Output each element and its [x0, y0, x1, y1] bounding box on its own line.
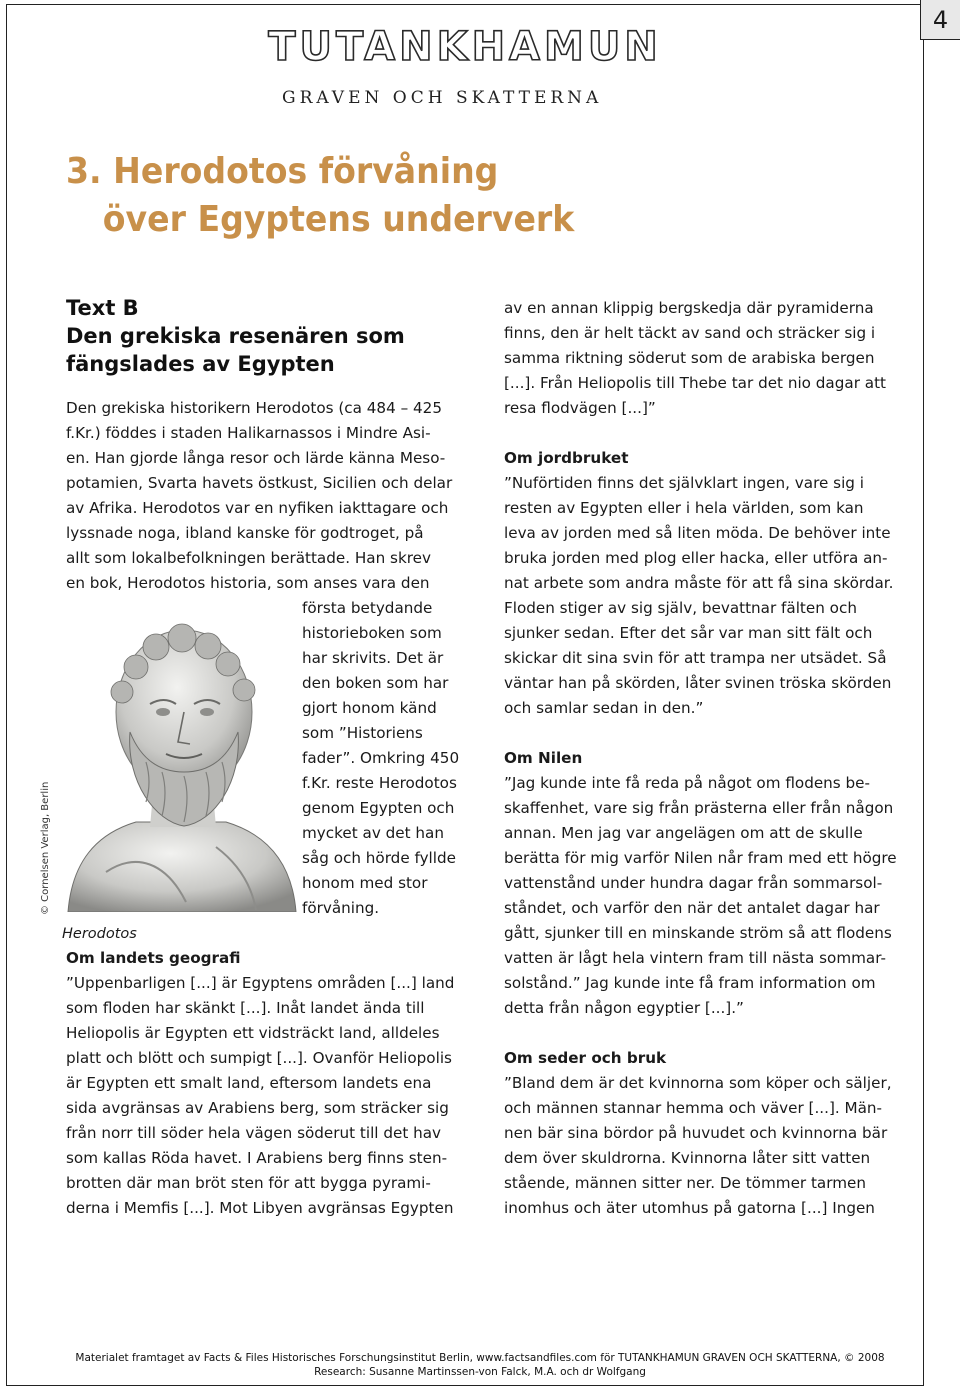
body-line: solstånd.” Jag kunde inte få fram information om: [504, 974, 876, 992]
body-line: väntar han på skörden, låter svinen tröska skörden: [504, 674, 892, 692]
body-line: ”Nuförtiden finns det självklart ingen, vare sig i: [504, 474, 864, 492]
body-line: nen bär sina bördor på huvudet och kvinnorna bär: [504, 1124, 888, 1142]
tutankhamun-logo: [250, 20, 680, 72]
body-line: annan. Men jag var angelägen om att de skulle: [504, 824, 863, 842]
wrap-line: fader”. Omkring 450: [302, 749, 460, 767]
body-line: Floden stiger av sig själv, bevattnar fälten och: [504, 599, 857, 617]
body-line: vatten är lågt hela vintern fram till nästa sommar-: [504, 949, 886, 967]
body-line: dem över skuldrorna. Kvinnorna låter sitt vatten: [504, 1149, 871, 1167]
body-line: som kallas Röda havet. I Arabiens berg finns sten-: [66, 1149, 448, 1167]
text-label-line3: fängslades av Egypten: [66, 352, 335, 376]
body-line: från norr till söder hela vägen söderut till det hav: [66, 1124, 442, 1142]
intro-line: f.Kr.) föddes i staden Halikarnassos i Mindre Asi-: [66, 424, 431, 442]
intro-line: av Afrika. Herodotos var en nyfiken iakttagare och: [66, 499, 449, 517]
right-column: [504, 296, 897, 1221]
intro-line: lyssnade noga, ibland kanske för godtroget, på: [66, 524, 424, 542]
body-line: och samlar sedan in den.”: [504, 699, 704, 717]
intro-line: Den grekiska historikern Herodotos (ca 484 – 425: [66, 399, 442, 417]
herodotos-bust-image: [66, 612, 298, 912]
body-line: sjunker sedan. Efter det sår var man sitt fält och: [504, 624, 873, 642]
body-line: skickar dit sina svin för att trampa ner utsädet. Så: [504, 649, 887, 667]
wrap-line: mycket av det han: [302, 824, 444, 842]
body-line: detta från någon egyptier [...].”: [504, 999, 744, 1017]
wrap-line: har skrivits. Det är: [302, 649, 444, 667]
logo-text: TUTANKHAMUN: [268, 24, 662, 70]
body-line: finns, den är helt täckt av sand och sträcker sig i: [504, 324, 876, 342]
wrap-line: den boken som har: [302, 674, 449, 692]
section-heading-jordbruket: Om jordbruket: [504, 449, 629, 467]
body-line: ”Jag kunde inte få reda på något om flodens be-: [504, 774, 871, 792]
body-line: derna i Memfis [...]. Mot Libyen avgränsas Egypten: [66, 1199, 454, 1217]
intro-line: potamien, Svarta havets östkust, Sicilien och delar: [66, 474, 453, 492]
body-line: ståndet, och varför den när det antalet dagar har: [504, 899, 880, 917]
body-line: ”Bland dem är det kvinnorna som köper och säljer,: [504, 1074, 892, 1092]
wrap-line: gjort honom känd: [302, 699, 437, 717]
body-line: nat arbete som andra måste för att få sina skördar.: [504, 574, 894, 592]
section-heading-seder: Om seder och bruk: [504, 1049, 667, 1067]
section-heading-nilen: Om Nilen: [504, 749, 583, 767]
section-geografi: [66, 946, 454, 1221]
body-line: resa flodvägen [...]”: [504, 399, 656, 417]
text-label-line1: Text B: [66, 296, 139, 320]
body-line: leva av jorden med så liten möda. De behöver inte: [504, 524, 891, 542]
logo-subtitle: GRAVEN OCH SKATTERNA: [282, 88, 603, 108]
wrap-line: förvåning.: [302, 899, 380, 917]
wrap-line: som ”Historiens: [302, 724, 423, 742]
intro-line: en. Han gjorde långa resor och lärde känna Meso-: [66, 449, 446, 467]
footer-research: Research: Susanne Martinssen-von Falck, M.A. och dr Wolfgang: [314, 1366, 646, 1378]
body-line: sida avgränsas av Arabiens berg, som sträcker sig: [66, 1099, 449, 1117]
wrap-line: genom Egypten och: [302, 799, 455, 817]
wrap-paragraph: [302, 596, 459, 921]
chapter-title-line1: 3. Herodotos förvåning: [66, 151, 499, 192]
chapter-title: [66, 148, 574, 244]
body-line: brotten där man bröt sten för att bygga pyrami-: [66, 1174, 431, 1192]
chapter-title-line2: över Egyptens underverk: [102, 199, 575, 240]
intro-line: en bok, Herodotos historia, som anses vara den: [66, 574, 430, 592]
body-line: berätta för mig varför Nilen når fram med ett högre: [504, 849, 897, 867]
image-credit: © Cornelsen Verlag, Berlin: [40, 781, 51, 915]
body-line: och männen stannar hemma och väver [...]. Män-: [504, 1099, 883, 1117]
body-line: som floden har skänkt [...]. Inåt landet ända till: [66, 999, 425, 1017]
body-line: [...]. Från Heliopolis till Thebe tar det nio dagar att: [504, 374, 886, 392]
body-line: bruka jorden med plog eller hacka, eller utföra an-: [504, 549, 888, 567]
page-number: 4: [920, 0, 960, 40]
body-line: Heliopolis är Egypten ett vidsträckt land, alldeles: [66, 1024, 440, 1042]
intro-paragraph: [66, 396, 452, 596]
body-line: gått, sjunker till en minskande ström så att flodens: [504, 924, 892, 942]
wrap-line: såg och hörde fyllde: [302, 849, 456, 867]
text-label: [66, 294, 405, 378]
wrap-line: första betydande: [302, 599, 433, 617]
body-line: samma riktning söderut som de arabiska bergen: [504, 349, 875, 367]
wrap-line: f.Kr. reste Herodotos: [302, 774, 457, 792]
body-line: av en annan klippig bergskedja där pyramiderna: [504, 299, 874, 317]
body-line: vattenstånd under hundra dagar från sommarsol-: [504, 874, 883, 892]
body-line: inomhus och äter utomhus på gatorna [...] Ingen: [504, 1199, 875, 1217]
image-caption: Herodotos: [62, 926, 137, 942]
footer-credits: Materialet framtaget av Facts & Files Historisches Forschungsinstitut Berlin, www.factsandfiles.com för TUTANKHAMUN GRAVEN OCH SKATTERNA, © 2008: [75, 1352, 885, 1364]
body-line: resten av Egypten eller i hela världen, som kan: [504, 499, 864, 517]
body-line: ”Uppenbarligen [...] är Egyptens områden [...] land: [66, 974, 455, 992]
wrap-line: historieboken som: [302, 624, 442, 642]
text-label-line2: Den grekiska resenären som: [66, 324, 405, 348]
intro-line: allt som lokalbefolkningen berättade. Han skrev: [66, 549, 431, 567]
body-line: stående, männen sitter ner. De tömmer tarmen: [504, 1174, 866, 1192]
body-line: platt och blött och sumpigt [...]. Ovanför Heliopolis: [66, 1049, 452, 1067]
section-heading: Om landets geografi: [66, 949, 241, 967]
body-line: är Egypten ett smalt land, eftersom landets ena: [66, 1074, 432, 1092]
body-line: skaffenhet, vare sig från prästerna eller från någon: [504, 799, 894, 817]
wrap-line: honom med stor: [302, 874, 428, 892]
